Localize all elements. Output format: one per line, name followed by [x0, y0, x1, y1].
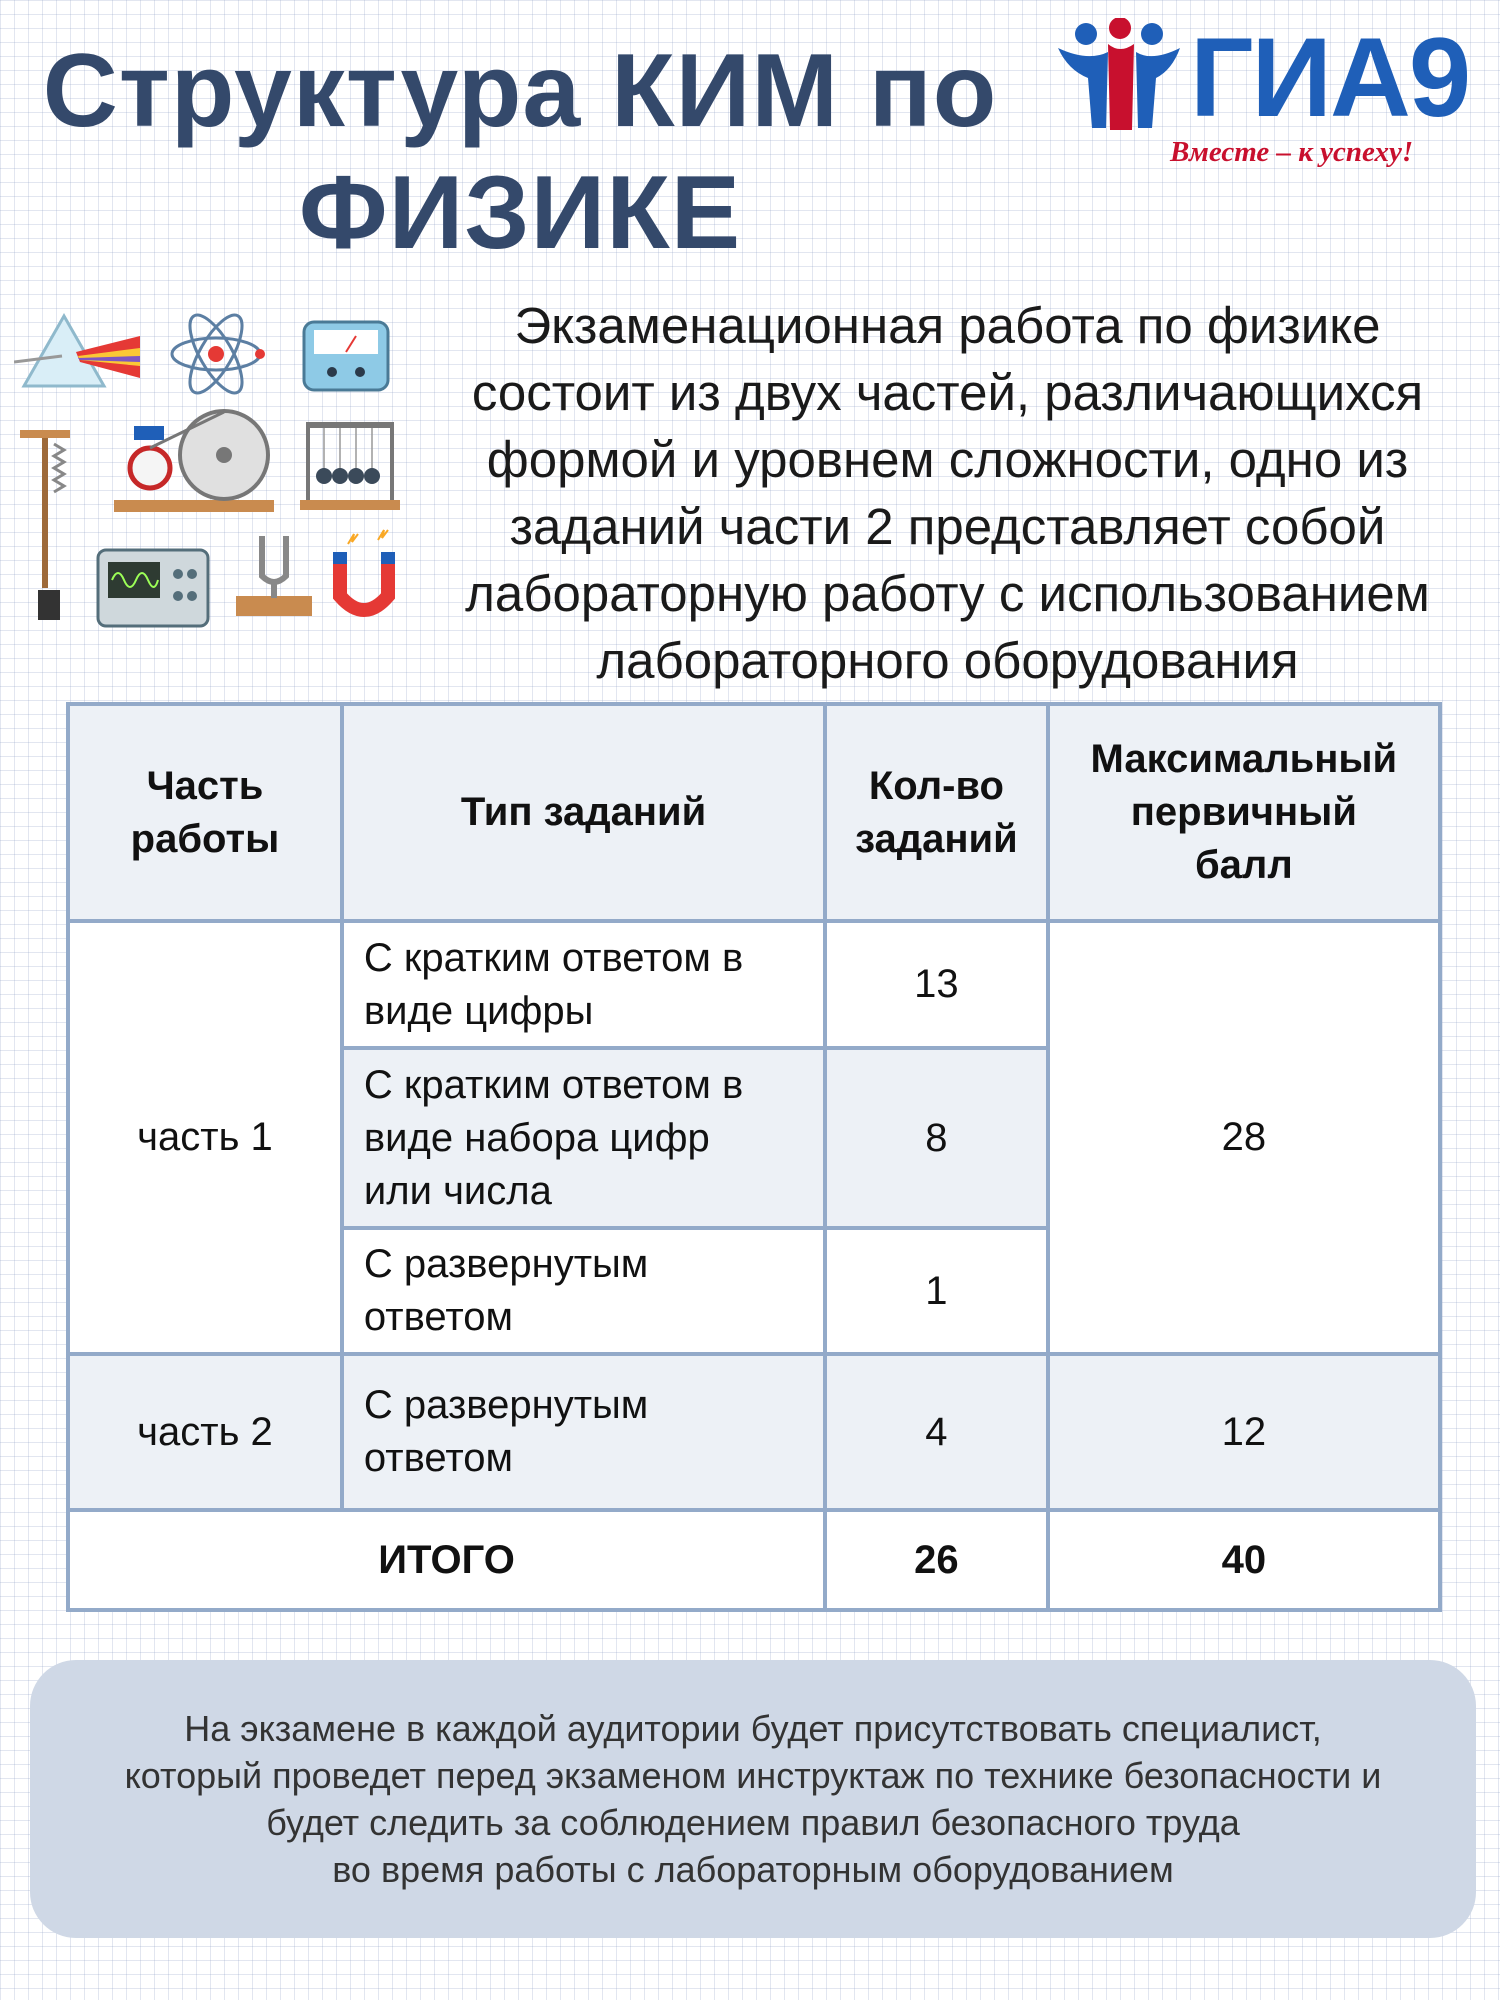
intro-line: состоит из двух частей, различающихся [471, 364, 1424, 421]
note-line: который проведет перед экзаменом инструктаж по технике безопасности и [124, 1755, 1382, 1796]
intro-line: лабораторного оборудования [596, 632, 1299, 689]
total-max-score: 40 [1048, 1510, 1440, 1610]
intro-line: Экзаменационная работа по физике [514, 297, 1381, 354]
task-count-cell: 13 [825, 921, 1048, 1048]
oscilloscope-icon [98, 550, 208, 626]
part1-max-score: 28 [1048, 921, 1440, 1354]
task-count-cell: 1 [825, 1228, 1048, 1354]
table-header-row [68, 704, 1440, 921]
total-count: 26 [825, 1510, 1048, 1610]
generator-icon [114, 411, 274, 512]
intro-line: формой и уровнем сложности, одно из [486, 431, 1409, 488]
table-row [68, 1354, 1440, 1510]
tuning-fork-icon [236, 536, 312, 616]
header-part: Часть работы [68, 704, 342, 921]
logo-figures-icon [1048, 18, 1198, 138]
title-line-1: Структура КИМ по [42, 33, 998, 149]
note-line: во время работы с лабораторным оборудованием [332, 1849, 1174, 1890]
intro-line: заданий части 2 представляет собой [509, 498, 1386, 555]
gia9-logo [1048, 15, 1488, 178]
note-line: будет следить за соблюдением правил безопасного труда [266, 1802, 1240, 1843]
physics-illustration [14, 300, 408, 640]
part2-max-score: 12 [1048, 1354, 1440, 1510]
spring-icon [20, 430, 70, 620]
table-row [68, 921, 1440, 1048]
task-type-cell: С развернутым ответом [342, 1354, 825, 1510]
kim-structure-table [66, 702, 1442, 1612]
header-max-score: Максимальный первичный балл [1048, 704, 1440, 921]
task-type-cell: С кратким ответом в виде цифры [342, 921, 825, 1048]
atom-icon [172, 308, 265, 400]
logo-text: ГИА9 [1190, 15, 1470, 140]
intro-line: лабораторную работу с использованием [465, 565, 1430, 622]
meter-icon [304, 322, 388, 390]
part2-label: часть 2 [68, 1354, 342, 1510]
safety-note [30, 1660, 1476, 1938]
prism-icon [14, 316, 140, 386]
note-line: На экзамене в каждой аудитории будет присутствовать специалист, [184, 1708, 1322, 1749]
table-total-row [68, 1510, 1440, 1610]
header-count: Кол-во заданий [825, 704, 1048, 921]
task-count-cell: 4 [825, 1354, 1048, 1510]
task-type-cell: С кратким ответом в виде набора цифр или числа [342, 1048, 825, 1228]
intro-text [410, 292, 1485, 694]
magnet-icon [333, 530, 395, 610]
newtons-cradle-icon [300, 422, 400, 510]
header-type: Тип заданий [342, 704, 825, 921]
task-count-cell: 8 [825, 1048, 1048, 1228]
title-line-2: ФИЗИКЕ [298, 155, 742, 271]
part1-label: часть 1 [68, 921, 342, 1354]
logo-slogan: Вместе – к успеху! [1170, 136, 1414, 168]
total-label: ИТОГО [68, 1510, 825, 1610]
page-title [40, 30, 1000, 274]
task-type-cell: С развернутым ответом [342, 1228, 825, 1354]
